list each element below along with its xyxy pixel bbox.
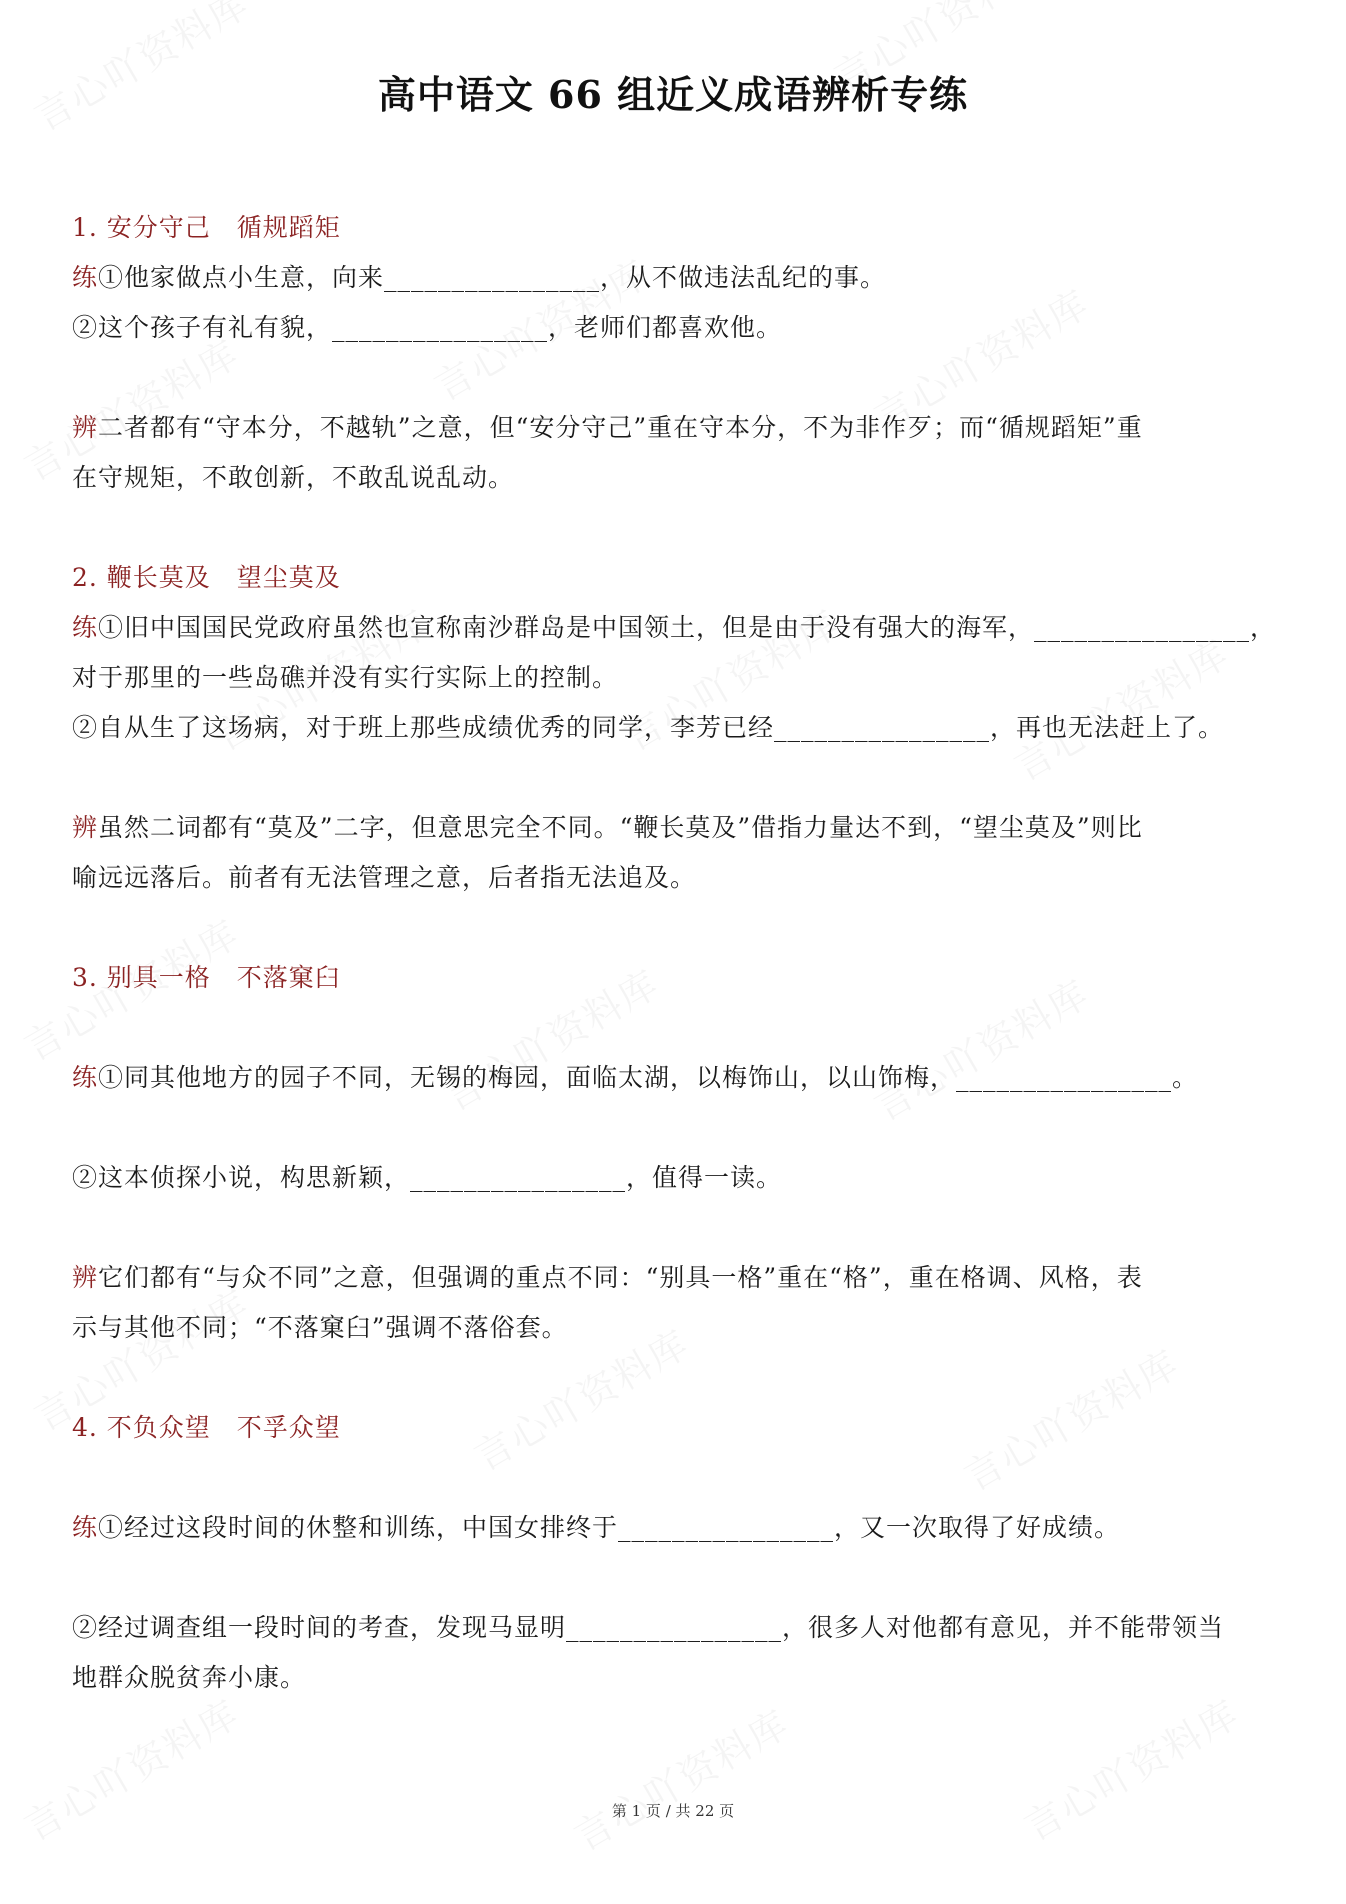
- practice-line: ②自从生了这场病，对于班上那些成绩优秀的同学，李芳已经________________，再也无法赶上了。: [72, 713, 1225, 742]
- analysis-mark: 辨: [72, 1263, 99, 1292]
- practice-mark: 练: [72, 1063, 99, 1092]
- analysis-text: 它们都有“与众不同”之意，但强调的重点不同：“别具一格”重在“格”，重在格调、风格，表: [98, 1263, 1143, 1292]
- practice-text: ①他家做点小生意，向来________________，从不做违法乱纪的事。: [98, 263, 887, 292]
- watermark: [1012, 1684, 1247, 1852]
- practice-mark: 练: [72, 613, 99, 642]
- section-heading: 1. 安分守己 循规蹈矩: [72, 213, 341, 242]
- practice-line: ②经过调查组一段时间的考查，发现马显明________________，很多人对他都有意见，并不能带领当: [72, 1613, 1225, 1642]
- analysis-line: 喻远远落后。前者有无法管理之意，后者指无法追及。: [72, 863, 697, 892]
- practice-line: ②这本侦探小说，构思新颖，________________，值得一读。: [72, 1163, 783, 1192]
- analysis-mark: 辨: [72, 413, 99, 442]
- watermark: [12, 1684, 247, 1852]
- page-title: 高中语文 66 组近义成语辨析专练: [377, 72, 969, 117]
- watermark: [1002, 624, 1237, 792]
- practice-text: ①同其他地方的园子不同，无锡的梅园，面临太湖，以梅饰山，以山饰梅，________________。: [98, 1063, 1199, 1092]
- analysis-line: [72, 810, 1143, 846]
- watermark: [862, 964, 1097, 1132]
- practice-text: ①旧中国国民党政府虽然也宣称南沙群岛是中国领土，但是由于没有强大的海军，________________，: [98, 613, 1277, 642]
- page-footer: 第 1 页 / 共 22 页: [611, 1802, 735, 1820]
- section-heading: 4. 不负众望 不孚众望: [72, 1413, 341, 1442]
- practice-line: [72, 1060, 1198, 1096]
- practice-text: ①经过这段时间的休整和训练，中国女排终于________________，又一次取得了好成绩。: [98, 1513, 1121, 1542]
- watermark: [432, 954, 667, 1122]
- section-heading: 3. 别具一格 不落窠臼: [72, 963, 341, 992]
- practice-mark: 练: [72, 263, 99, 292]
- practice-line: [72, 260, 886, 296]
- practice-line: 地群众脱贫奔小康。: [72, 1663, 307, 1692]
- analysis-line: [72, 410, 1143, 446]
- section-heading: 2. 鞭长莫及 望尘莫及: [72, 563, 341, 592]
- analysis-line: 在守规矩，不敢创新，不敢乱说乱动。: [72, 463, 515, 492]
- analysis-text: 虽然二词都有“莫及”二字，但意思完全不同。“鞭长莫及”借指力量达不到，“望尘莫及”则比: [98, 813, 1143, 842]
- practice-mark: 练: [72, 1513, 99, 1542]
- analysis-text: 二者都有“守本分，不越轨”之意，但“安分守己”重在守本分，不为非作歹；而“循规蹈矩”重: [98, 413, 1143, 442]
- practice-line: [72, 610, 1276, 646]
- practice-line: 对于那里的一些岛礁并没有实行实际上的控制。: [72, 663, 619, 692]
- watermark: [562, 1694, 797, 1862]
- practice-line: [72, 1510, 1120, 1546]
- analysis-mark: 辨: [72, 813, 99, 842]
- practice-line: ②这个孩子有礼有貌，________________，老师们都喜欢他。: [72, 313, 783, 342]
- analysis-line: [72, 1260, 1143, 1296]
- watermark: [952, 1334, 1187, 1502]
- analysis-line: 示与其他不同；“不落窠臼”强调不落俗套。: [72, 1313, 568, 1342]
